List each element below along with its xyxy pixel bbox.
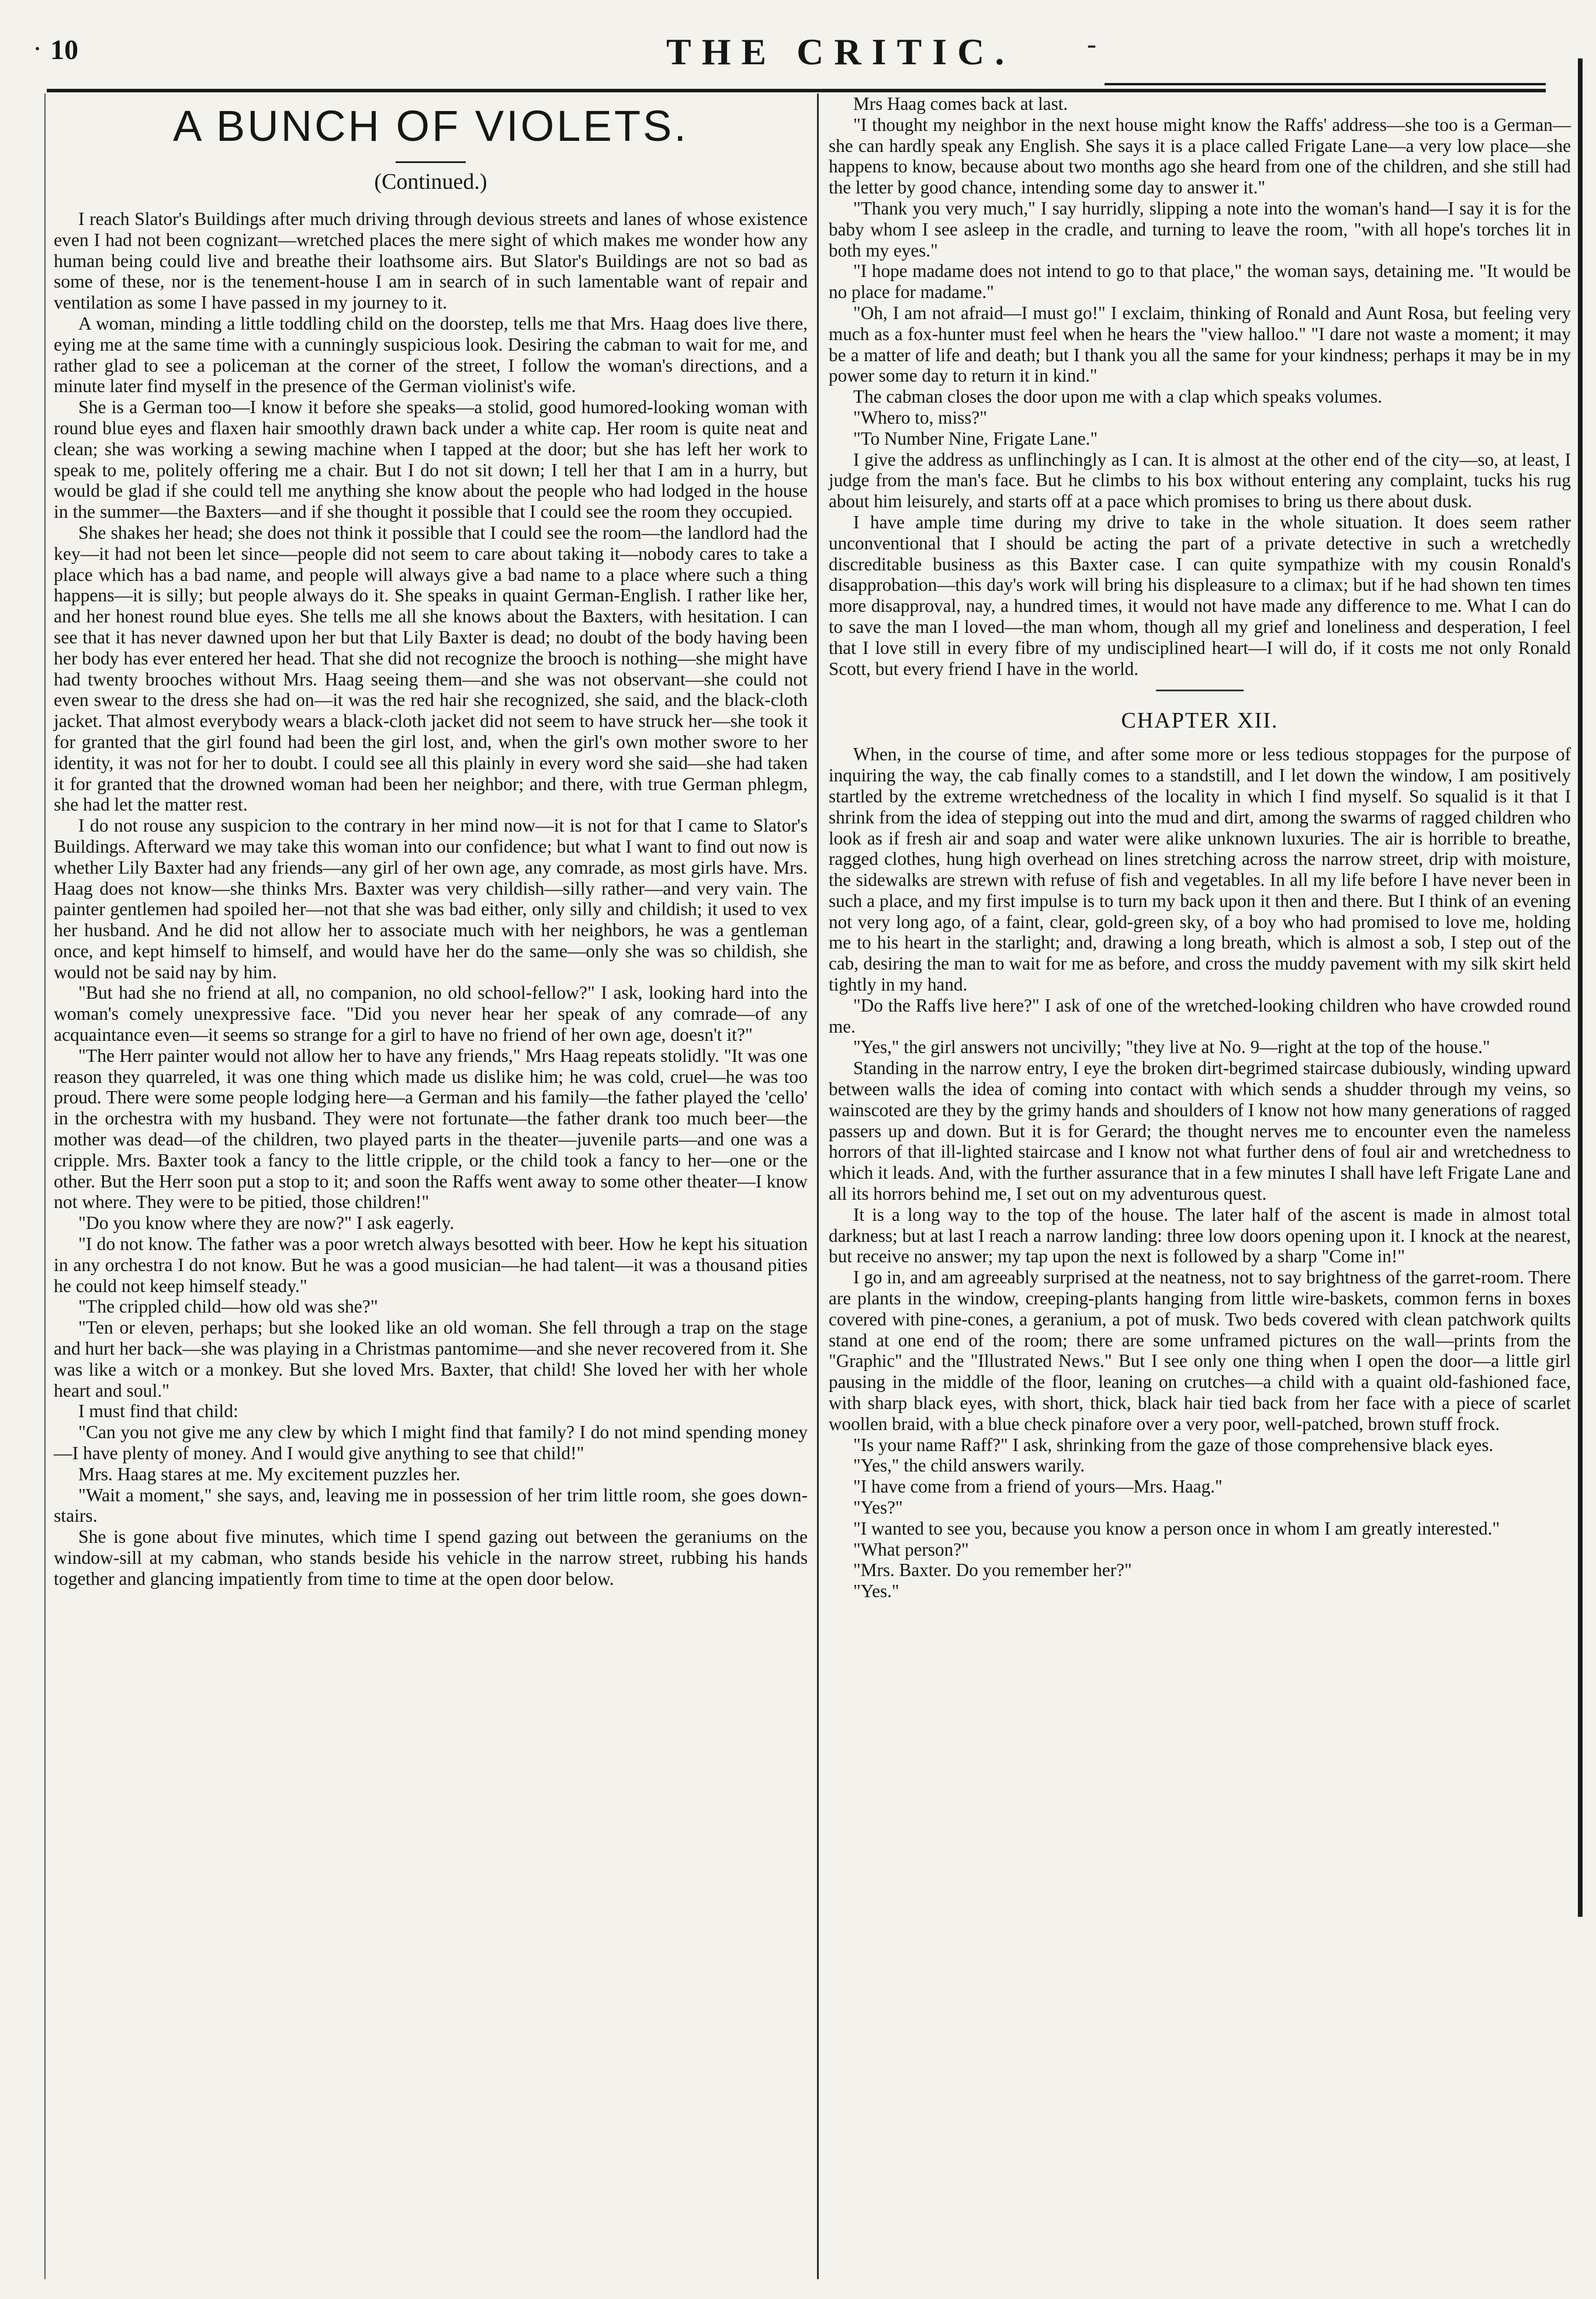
header-dash: -	[1087, 29, 1096, 60]
paragraph: "The Herr painter would not allow her to have any friends," Mrs Haag repeats stolidly. "It was one reason they quarreled, it was one thing which made us dislike him; he was cold, cruel—he was too proud. There were some people lodging here—a German and his family—the father played the 'cello' in the orchestra with my husband. They were not fortunate—the father drank too much beer—the mother was dead—of the children, two played parts in the theater—juvenile parts—and one was a cripple. Mrs. Baxter took a fancy to the little cripple, or the child took a fancy to her—one or the other. But the Herr soon put a stop to it; and soon the Raffs went away to some other theater—I know not where. They were to be pitied, those children!"	[54, 1045, 808, 1213]
paragraph: "I have come from a friend of yours—Mrs. Haag."	[853, 1476, 1223, 1497]
paragraph: "Wait a moment," she says, and, leaving me in possession of her trim little room, she goes down-stairs.	[54, 1484, 808, 1526]
paragraph: "Yes?"	[853, 1497, 903, 1518]
paragraph: She shakes her head; she does not think it possible that I could see the room—the landlord had the key—it had not been let since—people did not seem to care about taking it—nobody cares to take a place which has a bad name, and people will always give a bad name to a place where such a thing happens—it is silly; but people always do it. She speaks in quaint German-English. I rather like her, and her honest round blue eyes. She tells me all she knows about the Baxters, with hesitation. I can see that it has never dawned upon her but that Lily Baxter is dead; no doubt of the body having been her body has ever entered her head. That she did not recognize the brooch is nothing—she might have had twenty brooches without Mrs. Haag seeing them—and she was not observant—she could not even swear to the dress she had on—it was the red hair she recognized, she said, and the black-cloth jacket. That almost everybody wears a black-cloth jacket did not seem to have struck her—she took it for granted that the girl found had been the girl lost, and, when the girl's own mother swore to her identity, it was not for her to doubt. I could see all this plainly in every word she said—she had taken it for granted that the drowned woman had been her neighbor; and there, with true German phlegm, she had let the matter rest.	[54, 522, 808, 815]
paragraph: "I hope madame does not intend to go to that place," the woman says, detaining me. "It would be no place for madame."	[829, 261, 1571, 303]
masthead: THE CRITIC.	[666, 31, 1015, 72]
paragraph: "Yes," the girl answers not uncivilly; "they live at No. 9—right at the top of the house."	[853, 1037, 1490, 1058]
paragraph: She is gone about five minutes, which time I spend gazing out between the geraniums on the window-sill at my cabman, who stands beside his vehicle in the narrow street, rubbing his hands together and glancing impatiently from time to time at the open door below.	[54, 1526, 808, 1589]
paragraph: "Whero to, miss?"	[853, 407, 988, 428]
story-subtitle: (Continued.)	[374, 169, 487, 194]
paragraph: I do not rouse any suspicion to the contrary in her mind now—it is not for that I came to Slator's Buildings. Afterward we may take this woman into our confidence; but what I want to find out now is whether Lily Baxter had any friends—any girl of her own age, any comrade, as most girls have. Mrs. Haag does not know—she thinks Mrs. Baxter was very childish—silly rather—and very vain. The painter gentlemen had spoiled her—not that she was bad either, only silly and childish; it used to vex her husband. And he did not allow her to associate much with her neighbors, he was a gentleman once, and kept himself to himself, and would have her do the same—only she was so childish, she would not be said nay by him.	[54, 815, 808, 982]
paragraph: "Do you know where they are now?" I ask eagerly.	[78, 1213, 455, 1234]
paragraph: "What person?"	[853, 1539, 969, 1560]
paragraph: "Mrs. Baxter. Do you remember her?"	[853, 1560, 1132, 1581]
title-rule	[396, 161, 466, 163]
paragraph: Standing in the narrow entry, I eye the broken dirt-begrimed staircase dubiously, winding upward between walls the idea of coming into contact with which sends a shudder through my veins, so wainscoted are they by the grimy hands and shoulders of I know not how many generations of ragged passers up and down. But it is for Gerard; the thought nerves me to encounter even the nameless horrors of that ill-lighted staircase and I know not what further dens of foul air and wretchedness to which it leads. And, with the further assurance that in a few minutes I shall have left Frigate Lane and all its horrors behind me, I set out on my adventurous quest.	[829, 1058, 1571, 1204]
paragraph: I go in, and am agreeably surprised at the neatness, not to say brightness of the garret-room. There are plants in the window, creeping-plants hanging from little wire-baskets, common ferns in boxes covered with pine-cones, a geranium, a pot of musk. Two beds covered with clean patchwork quilts stand at one end of the room; there are some unframed pictures on the wall—prints from the "Graphic" and the "Illustrated News." But I see only one thing when I open the door—a little girl pausing in the middle of the floor, leaning on crutches—a child with a quaint old-fashioned face, with sharp black eyes, with short, thick, black hair tied back from her face with a piece of scarlet woollen braid, with a blue check pinafore over a very poor, well-patched, brown stuff frock.	[829, 1267, 1571, 1434]
paragraph: I reach Slator's Buildings after much driving through devious streets and lanes of whose existence even I had not been cognizant—wretched places the mere sight of which makes me wonder how any human being could live and breathe their loathsome airs. But Slator's Buildings are not so bad as some of these, nor is the tenement-house I am in search of in such lamentable want of repair and ventilation as some I have passed in my journey to it.	[54, 209, 808, 313]
paragraph: Mrs Haag comes back at last.	[853, 94, 1068, 114]
paragraph: "Ten or eleven, perhaps; but she looked like an old woman. She fell through a trap on the stage and hurt her back—she was playing in a Christmas pantomime—and she never recovered from it. She was like a witch or a monkey. But she loved Mrs. Baxter, that child! She loved her with her whole heart and soul."	[54, 1317, 808, 1401]
left-margin-line	[44, 94, 46, 2279]
page-number: 10	[50, 34, 78, 65]
header-rule-thin	[1105, 83, 1546, 85]
paragraph: "Do the Raffs live here?" I ask of one of the wretched-looking children who have crowded round me.	[829, 995, 1571, 1037]
paragraph: "I wanted to see you, because you know a person once in whom I am greatly interested."	[853, 1518, 1500, 1539]
paragraph: I have ample time during my drive to take in the whole situation. It does seem rather unconventional that I should be acting the part of a private detective in such a wretchedly discreditable business as this Baxter case. I can quite sympathize with my cousin Ronald's disapprobation—this day's work will bring his displeasure to a climax; but if he had shown ten times more disapproval, nay, a hundred times, it would not have made any difference to me. What I can do to save the man I loved—the man whom, though all my grief and loneliness and desperation, I feel that I love still in every fibre of my undisciplined heart—I will do, if it costs me not only Ronald Scott, but every friend I have in the world.	[829, 511, 1571, 679]
paragraph: "Yes," the child answers warily.	[853, 1455, 1085, 1476]
paragraph: "Thank you very much," I say hurridly, slipping a note into the woman's hand—I say it is for the baby whom I see asleep in the cradle, and turning to leave the room, "with all hope's torches lit in both my eyes."	[829, 198, 1571, 261]
paragraph: "Can you not give me any clew by which I might find that family? I do not mind spending money—I have plenty of money. And I would give anything to see that child!"	[54, 1422, 808, 1464]
paragraph: "Oh, I am not afraid—I must go!" I exclaim, thinking of Ronald and Aunt Rosa, but feeling very much as a fox-hunter must feel when he hears the "view halloo." "I dare not waste a moment; it may be a matter of life and death; but I thank you all the same for your kindness; perhaps it may be in my power some day to return it in kind."	[829, 302, 1571, 386]
paragraph: When, in the course of time, and after some more or less tedious stoppages for the purpose of inquiring the way, the cab finally comes to a standstill, and I let down the window, I am positively startled by the extreme wretchedness of the locality in which I find myself. So squalid is it that I shrink from the idea of stepping out into the mud and dirt, among the swarms of ragged children who look as if fresh air and soap and water were alike unknown luxuries. The air is horrible to breathe, ragged clothes, hung high overhead on lines stretching across the narrow street, drip with moisture, the sidewalks are strewn with refuse of fish and vegetables. In all my life before I have never been in such a place, and my first impulse is to turn my back upon it then and there. But I think of an evening not very long ago, of a faint, clear, gold-green sky, of a boy who had promised to love me, holding me to his heart in the starlight; and, drawing a long breath, which is almost a sob, I step out of the cab, desiring the man to wait for me as before, and cross the muddy pavement with my silk skirt held tightly in my hand.	[829, 744, 1571, 995]
paragraph: Mrs. Haag stares at me. My excitement puzzles her.	[78, 1463, 461, 1484]
paragraph: "I do not know. The father was a poor wretch always besotted with beer. How he kept his situation in any orchestra I do not know. But he was a good musician—he had talent—it was a thousand pities he could not keep himself steady."	[54, 1234, 808, 1296]
right-column	[829, 94, 1571, 1602]
paragraph: "But had she no friend at all, no companion, no old school-fellow?" I ask, looking hard into the woman's comely unexpressive face. "Did you never hear her speak of any comrade—of any acquaintance even—it seems so strange for a girl to have no friend of her own age, doesn't it?"	[54, 982, 808, 1045]
paragraph: She is a German too—I know it before she speaks—a stolid, good humored-looking woman with round blue eyes and flaxen hair smoothly drawn back under a white cap. Her room is quite neat and clean; she was working a sewing machine when I tapped at the door; but she has left her work to speak to me, politely offering me a chair. But I do not sit down; I tell her that I am in a hurry, but would be glad if she could tell me anything she know about the people who had lodged in the house in the summer—the Baxters—and if she thought it possible that I could see the room they occupied.	[54, 397, 808, 522]
header-rule	[47, 89, 1546, 92]
chapter-heading: CHAPTER XII.	[1121, 708, 1279, 733]
paragraph: "I thought my neighbor in the next house might know the Raffs' address—she too is a German—she can hardly speak any English. She says it is a place called Frigate Lane—a very low place—she happens to know, because about two months ago she heard from one of the children, and she still had the letter by good chance, intending some day to answer it."	[829, 114, 1571, 198]
paragraph: "Is your name Raff?" I ask, shrinking from the gaze of those comprehensive black eyes.	[853, 1434, 1494, 1455]
paragraph: A woman, minding a little toddling child on the doorstep, tells me that Mrs. Haag does live there, eying me at the same time with a cunningly suspicious look. Desiring the cabman to wait for me, and rather glad to see a policeman at the corner of the street, I follow the woman's directions, and a minute later find myself in the presence of the German violinist's wife.	[54, 313, 808, 397]
paragraph: "The crippled child—how old was she?"	[78, 1296, 378, 1317]
paragraph: "To Number Nine, Frigate Lane."	[853, 428, 1098, 449]
chapter-rule	[1156, 690, 1244, 691]
paragraph: I give the address as unflinchingly as I can. It is almost at the other end of the city—so, at least, I judge from the man's face. But he climbs to his box without entering any complaint, tucks his rug about him leisurely, and starts off at a pace which promises to bring us there about dusk.	[829, 449, 1571, 512]
paragraph: The cabman closes the door upon me with a clap which speaks volumes.	[853, 386, 1383, 407]
paragraph: "Yes."	[853, 1581, 899, 1602]
page-edge-bar	[1578, 58, 1583, 1917]
paragraph: I must find that child:	[78, 1401, 238, 1422]
column-divider	[817, 94, 819, 2279]
margin-mark: ·	[33, 33, 42, 64]
paragraph: It is a long way to the top of the house. The later half of the ascent is made in almost total darkness; but at last I reach a narrow landing: three low doors opening upon it. I knock at the nearest, but receive no answer; my tap upon the next is followed by a sharp "Come in!"	[829, 1204, 1571, 1267]
left-column	[54, 94, 808, 1590]
story-title: A BUNCH OF VIOLETS.	[173, 102, 688, 150]
